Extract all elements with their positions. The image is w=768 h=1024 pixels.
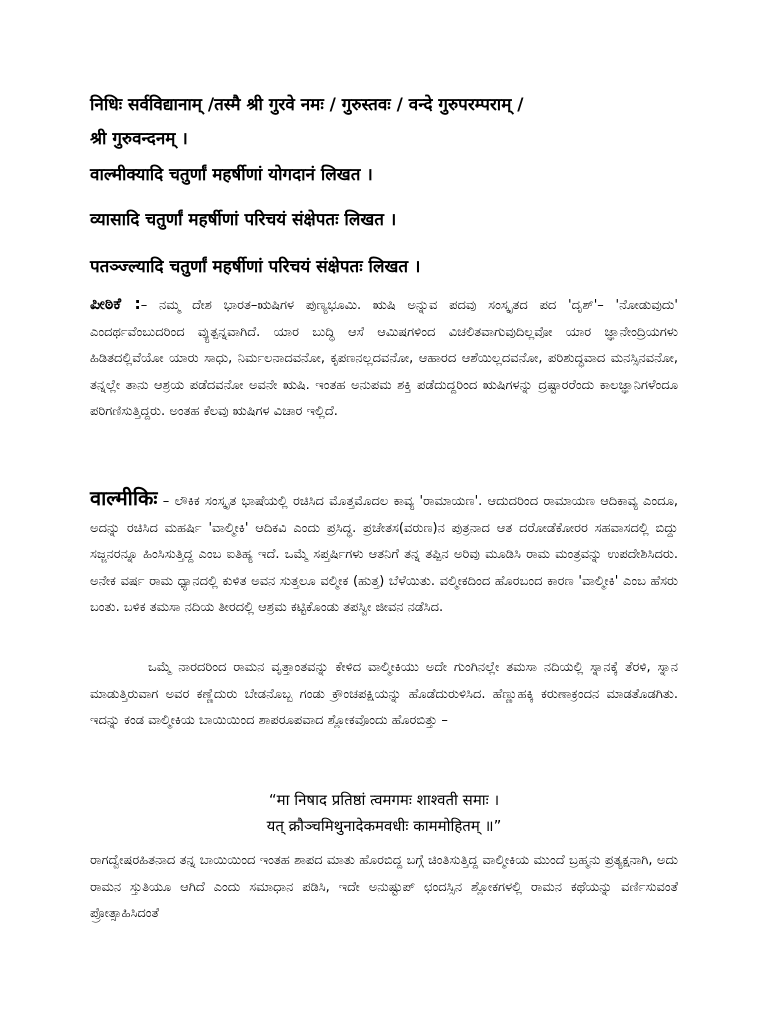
verse-line-1: “मा निषाद प्रतिष्ठां त्वमगमः शाश्वती समाः । [268, 791, 500, 809]
valmiki-paragraph [90, 485, 678, 622]
intro-paragraph [90, 291, 678, 426]
heading-vyasa-task: व्यासादि चतुर्णां महर्षीणां परिचयं संक्षेपतः लिखत । [90, 210, 397, 230]
narada-paragraph: ಒಮ್ಮೆ ನಾರದರಿಂದ ರಾಮನ ವೃತ್ತಾಂತವನ್ನು ಕೇಳಿದ ವಾಲ್ಮೀಕಿಯು ಅದೇ ಗುಂಗಿನಲ್ಲೇ ತಮಸಾ ನದಿಯಲ್ಲಿ ಸ್ನಾನಕ್ಕೆ ತೆರಳಿ, ಸ್ನಾನ ಮಾಡುತ್ತಿರುವಾಗ ಅವರ ಕಣ್ಣೆದುರು ಬೇಡನೊಬ್ಬ ಗಂಡು ಕ್ರೌಂಚಪಕ್ಷಿಯನ್ನು ಹೊಡೆದುರುಳಿಸಿದ. ಹೆಣ್ಣುಹಕ್ಕಿ ಕರುಣಾಕ್ರಂದನ ಮಾಡತೊಡಗಿತು. ಇದನ್ನು ಕಂಡ ವಾಲ್ಮೀಕಿಯ ಬಾಯಿಯಿಂದ ಶಾಪರೂಪವಾದ ಶ್ಲೋಕವೊಂದು ಹೊರಬಿತ್ತು – [90, 660, 678, 729]
heading-line-2: श्री गुरुवन्दनम् । [90, 129, 188, 149]
intro-lead: ಪೀಠಿಕೆ : [90, 294, 141, 313]
valmiki-text: – ಲೌಕಿಕ ಸಂಸ್ಕೃತ ಭಾಷೆಯಲ್ಲಿ ರಚಿಸಿದ ಮೊತ್ತಮೊದಲ ಕಾವ್ಯ 'ರಾಮಾಯಣ'. ಆದುದರಿಂದ ರಾಮಾಯಣ ಆದಿಕಾವ್ಯ ಎಂದೂ, ಅದನ್ನು ರಚಿಸಿದ ಮಹರ್ಷಿ 'ವಾಲ್ಮೀಕಿ' ಆದಿಕವಿ ಎಂದು ಪ್ರಸಿದ್ಧ. ಪ್ರಚೇತಸ(ವರುಣ)ನ ಪುತ್ರನಾದ ಆತ ದರೋಡೆಕೋರರ ಸಹವಾಸದಲ್ಲಿ ಬಿದ್ದು ಸಜ್ಜನರನ್ನೂ ಹಿಂಸಿಸುತ್ತಿದ್ದ ಎಂಬ ಐತಿಹ್ಯ ಇದೆ. ಒಮ್ಮೆ ಸಪ್ತರ್ಷಿಗಳು ಆತನಿಗೆ ತನ್ನ ತಪ್ಪಿನ ಅರಿವು ಮೂಡಿಸಿ ರಾಮ ಮಂತ್ರವನ್ನು ಉಪದೇಶಿಸಿದರು. ಅನೇಕ ವರ್ಷ ರಾಮ ಧ್ಯಾನದಲ್ಲಿ ಕುಳಿತ ಅವನ ಸುತ್ತಲೂ ವಲ್ಮೀಕ (ಹುತ್ತ) ಬೆಳೆಯಿತು. ವಲ್ಮೀಕದಿಂದ ಹೊರಬಂದ ಕಾರಣ 'ವಾಲ್ಮೀಕಿ' ಎಂಬ ಹೆಸರು ಬಂತು. ಬಳಿಕ ತಮಸಾ ನದಿಯ ತೀರದಲ್ಲಿ ಆಶ್ರಮ ಕಟ್ಟಿಕೊಂಡು ತಪಸ್ವೀ ಜೀವನ ನಡೆಸಿದ. [90, 494, 678, 616]
heading-patanjali-task: पतञ्ज्ल्यादि चतुर्णां महर्षीणां परिचयं संक्षेपतः लिखत । [90, 257, 421, 277]
brahma-paragraph: ರಾಗದ್ವೇಷರಹಿತನಾದ ತನ್ನ ಬಾಯಿಯಿಂದ ಇಂತಹ ಶಾಪದ ಮಾತು ಹೊರಬಿದ್ದ ಬಗ್ಗೆ ಚಿಂತಿಸುತ್ತಿದ್ದ ವಾಲ್ಮೀಕಿಯ ಮುಂದೆ ಬ್ರಹ್ಮನು ಪ್ರತ್ಯಕ್ಷನಾಗಿ, ಅದು ರಾಮನ ಸ್ತುತಿಯೂ ಆಗಿದೆ ಎಂದು ಸಮಾಧಾನ ಪಡಿಸಿ, ಇದೇ ಅನುಷ್ಟುಪ್ ಛಂದಸ್ಸಿನ ಶ್ಲೋಕಗಳಲ್ಲಿ ರಾಮನ ಕಥೆಯನ್ನು ವರ್ಣಿಸುವಂತೆ ಪ್ರೋತ್ಸಾಹಿಸಿದಂತೆ [90, 853, 678, 922]
verse-line-2: यत् क्रौञ्चमिथुनादेकमवधीः काममोहितम् ॥” [266, 817, 502, 835]
heading-valmiki-task: वाल्मीक्यादि चतुर्णां महर्षीणां योगदानं लिखत । [90, 165, 373, 185]
heading-line-1: निधिः सर्वविद्यानाम् /तस्मै श्री गुरवे नमः / गुरुस्तवः / वन्दे गुरुपरम्पराम् / [90, 95, 524, 115]
intro-text: – ನಮ್ಮ ದೇಶ ಭಾರತ–ಋಷಿಗಳ ಪುಣ್ಯಭೂಮಿ. ಋಷಿ ಅನ್ನುವ ಪದವು ಸಂಸ್ಕೃತದ ಪದ 'ದೃಶ್'– 'ನೋಡುವುದು' ಎಂದರ್ಥವೆಂಬುದರಿಂದ ವ್ಯುತ್ಪನ್ನವಾಗಿದೆ. ಯಾರ ಬುದ್ಧಿ ಆಸೆ ಆಮಿಷಗಳಿಂದ ವಿಚಲಿತವಾಗುವುದಿಲ್ಲವೋ ಯಾರ ಜ್ಞಾನೇಂದ್ರಿಯಗಳು ಹಿಡಿತದಲ್ಲಿವೆಯೋ ಯಾರು ಸಾಧು, ನಿರ್ಮಲನಾದವನೋ, ಕೃಪಣನಲ್ಲದವನೋ, ಆಹಾರದ ಆಶೆಯಿಲ್ಲದವನೋ, ಪರಿಶುದ್ಧವಾದ ಮನಸ್ಸಿನವನೋ, ತನ್ನಲ್ಲೇ ತಾನು ಆಶ್ರಯ ಪಡೆದವನೋ ಅವನೇ ಋಷಿ. ಇಂತಹ ಅನುಪಮ ಶಕ್ತಿ ಪಡೆದುದ್ದರಿಂದ ಋಷಿಗಳನ್ನು ದ್ರಷ್ಟಾರರೆಂದು ಕಾಲಜ್ಞಾನಿಗಳೆಂದೂ ಪರಿಗಣಿಸುತ್ತಿದ್ದರು. ಅಂತಹ ಕೆಲವು ಋಷಿಗಳ ವಿಚಾರ ಇಲ್ಲಿದೆ. [90, 298, 678, 420]
valmiki-lead: वाल्मीकिः [90, 486, 158, 510]
